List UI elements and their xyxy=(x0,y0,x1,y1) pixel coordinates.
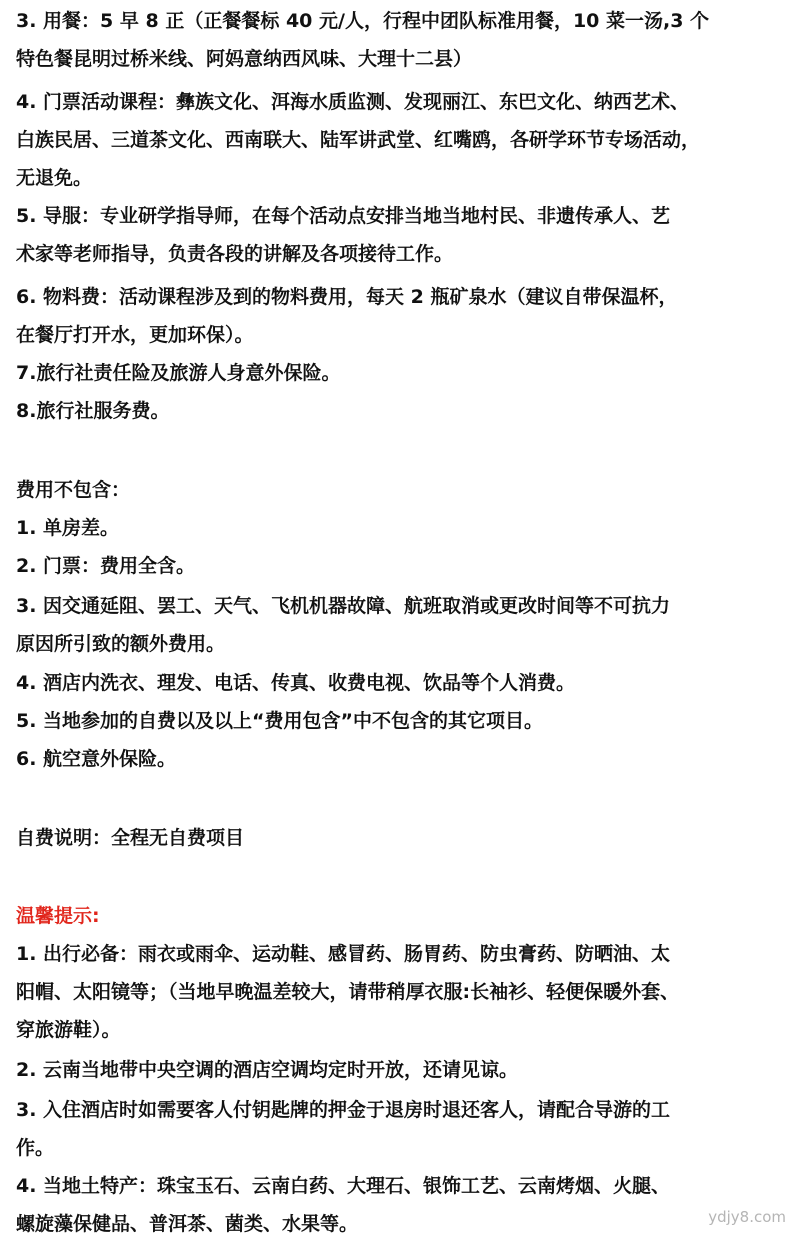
included-item-8: 8.旅行社服务费。 xyxy=(16,400,170,422)
included-item-3-line-1: 3. 用餐：5 早 8 正（正餐餐标 40 元/人，行程中团队标准用餐，10 菜一汤,3 个 xyxy=(16,10,710,32)
tips-item-2: 2. 云南当地带中央空调的酒店空调均定时开放，还请见谅。 xyxy=(16,1059,519,1081)
included-item-6-line-2: 在餐厅打开水，更加环保）。 xyxy=(16,324,254,346)
tips-item-3-line-2: 作。 xyxy=(16,1137,55,1159)
self-pay-note: 自费说明：全程无自费项目 xyxy=(16,827,245,849)
included-item-6-line-1: 6. 物料费：活动课程涉及到的物料费用，每天 2 瓶矿泉水（建议自带保温杯， xyxy=(16,286,678,308)
tips-item-4-line-2: 螺旋藻保健品、普洱茶、菌类、水果等。 xyxy=(16,1213,359,1235)
excluded-item-4: 4. 酒店内洗衣、理发、电话、传真、收费电视、饮品等个人消费。 xyxy=(16,672,576,694)
tips-item-3-line-1: 3. 入住酒店时如需要客人付钥匙牌的押金于退房时退还客人，请配合导游的工 xyxy=(16,1099,671,1121)
tips-item-1-line-2: 阳帽、太阳镜等；（当地早晚温差较大，请带稍厚衣服:长袖衫、轻便保暖外套、 xyxy=(16,981,680,1003)
site-watermark: ydjy8.com xyxy=(708,1208,786,1226)
excluded-item-2: 2. 门票：费用全含。 xyxy=(16,555,196,577)
excluded-item-5: 5. 当地参加的自费以及以上“费用包含”中不包含的其它项目。 xyxy=(16,710,544,732)
excluded-item-3-line-2: 原因所引致的额外费用。 xyxy=(16,633,226,655)
included-item-3-line-2: 特色餐昆明过桥米线、阿妈意纳西风味、大理十二县） xyxy=(16,48,473,70)
included-item-4-line-3: 无退免。 xyxy=(16,167,93,189)
excluded-heading: 费用不包含： xyxy=(16,479,131,501)
included-item-4-line-2: 白族民居、三道茶文化、西南联大、陆军讲武堂、红嘴鸥，各研学环节专场活动， xyxy=(16,129,701,151)
tips-item-1-line-1: 1. 出行必备：雨衣或雨伞、运动鞋、感冒药、肠胃药、防虫膏药、防晒油、太 xyxy=(16,943,671,965)
excluded-item-1: 1. 单房差。 xyxy=(16,517,120,539)
tips-item-1-line-3: 穿旅游鞋）。 xyxy=(16,1019,121,1041)
included-item-5-line-2: 术家等老师指导，负责各段的讲解及各项接待工作。 xyxy=(16,243,454,265)
tips-heading: 温馨提示: xyxy=(16,905,100,927)
included-item-7: 7.旅行社责任险及旅游人身意外保险。 xyxy=(16,362,341,384)
excluded-item-6: 6. 航空意外保险。 xyxy=(16,748,177,770)
included-item-5-line-1: 5. 导服：专业研学指导师，在每个活动点安排当地当地村民、非遗传承人、艺 xyxy=(16,205,671,227)
included-item-4-line-1: 4. 门票活动课程：彝族文化、洱海水质监测、发现丽江、东巴文化、纳西艺术、 xyxy=(16,91,690,113)
excluded-item-3-line-1: 3. 因交通延阻、罢工、天气、飞机机器故障、航班取消或更改时间等不可抗力 xyxy=(16,595,671,617)
tips-item-4-line-1: 4. 当地土特产：珠宝玉石、云南白药、大理石、银饰工艺、云南烤烟、火腿、 xyxy=(16,1175,671,1197)
